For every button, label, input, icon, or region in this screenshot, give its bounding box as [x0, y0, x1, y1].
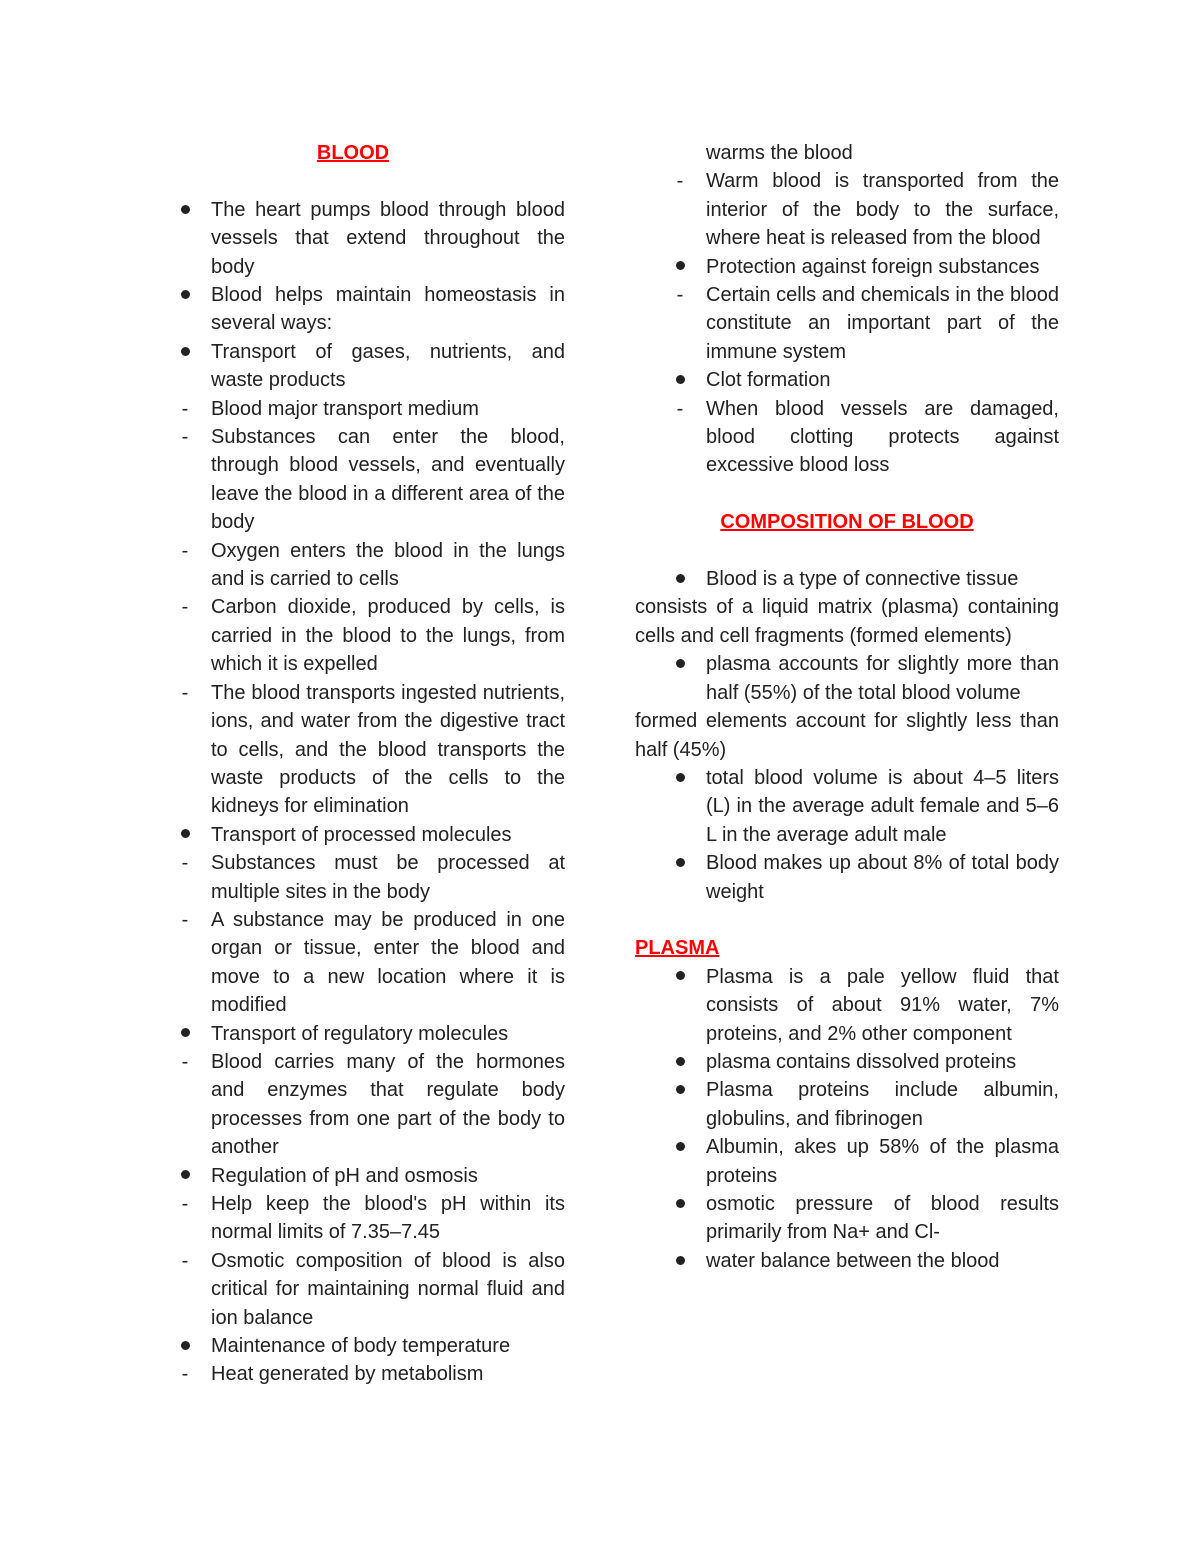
bullet-dot-icon	[175, 338, 195, 366]
item-text: Warm blood is transported from the interior of the body to the surface, where heat is released from the blood	[706, 170, 1059, 250]
bullet-item	[175, 821, 565, 849]
dash-item	[175, 423, 565, 537]
bullet-dot-icon	[670, 565, 690, 593]
dash-icon: -	[181, 852, 189, 875]
dash-icon: -	[181, 1050, 189, 1073]
dash-icon: -	[181, 1193, 189, 1216]
dash-icon: -	[181, 681, 189, 704]
item-text: Help keep the blood's pH within its normal limits of 7.35–7.45	[211, 1193, 565, 1244]
item-text: plasma accounts for slightly more than half (55%) of the total blood volume	[706, 653, 1059, 704]
dash-icon: -	[181, 539, 189, 562]
item-text: Heat generated by metabolism	[211, 1363, 484, 1386]
item-text: Substances can enter the blood, through blood vessels, and eventually leave the blood in a different area of the body	[211, 426, 565, 534]
left-column	[175, 139, 565, 1389]
dash-item	[175, 906, 565, 1020]
bullet-item	[635, 1076, 1059, 1133]
dash-item	[175, 679, 565, 821]
item-text: Osmotic composition of blood is also critical for maintaining normal fluid and ion balance	[211, 1249, 565, 1329]
item-text: A substance may be produced in one organ or tissue, enter the blood and move to a new location where it is modified	[211, 908, 565, 1017]
dash-icon: -	[676, 397, 684, 420]
item-text: Albumin, akes up 58% of the plasma proteins	[706, 1136, 1059, 1187]
dash-item	[175, 1247, 565, 1332]
plasma-list	[635, 963, 1059, 1275]
dash-icon: -	[181, 397, 189, 420]
bullet-dot-icon	[175, 821, 195, 849]
bullet-dot-icon	[670, 1190, 690, 1218]
bullet-item	[635, 764, 1059, 849]
dash-icon: -	[181, 1249, 189, 1272]
item-text: When blood vessels are damaged, blood clotting protects against excessive blood loss	[706, 397, 1059, 477]
item-text: The heart pumps blood through blood vessels that extend throughout the body	[211, 198, 565, 278]
bullet-item	[635, 1048, 1059, 1076]
dash-item	[635, 281, 1059, 366]
item-text: Maintenance of body temperature	[211, 1335, 511, 1358]
dash-item	[635, 395, 1059, 480]
bullet-dot-icon	[670, 1133, 690, 1161]
bullet-dot-icon	[175, 281, 195, 309]
item-text: consists of a liquid matrix (plasma) containing cells and cell fragments (formed elements)	[635, 596, 1059, 647]
item-text: Carbon dioxide, produced by cells, is carried in the blood to the lungs, from which it is expelled	[211, 596, 565, 676]
item-text: Regulation of pH and osmosis	[211, 1164, 478, 1187]
bullet-item	[635, 1190, 1059, 1247]
bullet-dot-icon	[175, 1332, 195, 1360]
dash-icon: -	[676, 284, 684, 307]
bullet-dot-icon	[670, 764, 690, 792]
dash-icon: -	[181, 1363, 189, 1386]
dash-item	[175, 1360, 565, 1388]
bullet-item	[635, 1133, 1059, 1190]
item-text: Plasma is a pale yellow fluid that consists of about 91% water, 7% proteins, and 2% other component	[706, 965, 1059, 1045]
bullet-item	[635, 1247, 1059, 1275]
bullet-item	[175, 1332, 565, 1360]
bullet-dot-icon	[670, 1076, 690, 1104]
bullet-item	[635, 963, 1059, 1048]
dash-item	[175, 537, 565, 594]
bullet-item	[635, 366, 1059, 394]
bullet-item	[175, 338, 565, 395]
bullet-dot-icon	[175, 1020, 195, 1048]
item-text: plasma contains dissolved proteins	[706, 1050, 1017, 1073]
item-text: total blood volume is about 4–5 liters (L) in the average adult female and 5–6 L in the average adult male	[706, 766, 1059, 846]
dash-icon: -	[181, 596, 189, 619]
dash-item	[175, 395, 565, 423]
dash-item	[175, 1048, 565, 1162]
item-text: Protection against foreign substances	[706, 255, 1040, 278]
plasma-heading: PLASMA	[635, 937, 720, 960]
bullet-dot-icon	[670, 253, 690, 281]
item-text: Blood is a type of connective tissue	[706, 568, 1019, 591]
bullet-dot-icon	[670, 1048, 690, 1076]
bullet-dot-icon	[175, 196, 195, 224]
bullet-item	[175, 1162, 565, 1190]
bullet-dot-icon	[670, 366, 690, 394]
bullet-item	[635, 565, 1059, 593]
item-text: Oxygen enters the blood in the lungs and is carried to cells	[211, 539, 565, 591]
item-text: Blood carries many of the hormones and enzymes that regulate body processes from one part of the body to another	[211, 1050, 565, 1159]
paragraph	[635, 707, 1059, 764]
item-text: Transport of gases, nutrients, and waste products	[211, 340, 565, 392]
dash-icon: -	[676, 170, 684, 193]
item-text: water balance between the blood	[706, 1249, 1000, 1272]
bullet-item	[175, 196, 565, 281]
bullet-item	[175, 281, 565, 338]
bullet-dot-icon	[670, 650, 690, 678]
item-text: Blood makes up about 8% of total body weight	[706, 852, 1059, 903]
item-text: osmotic pressure of blood results primarily from Na+ and Cl-	[706, 1192, 1059, 1244]
bullet-item	[635, 849, 1059, 906]
left-list	[175, 196, 565, 1389]
dash-item	[175, 593, 565, 678]
composition-list	[635, 565, 1059, 906]
paragraph	[635, 593, 1059, 650]
item-text: Plasma proteins include albumin, globulins, and fibrinogen	[706, 1079, 1059, 1130]
blood-heading: BLOOD	[316, 142, 390, 164]
right-column	[635, 139, 1059, 1275]
bullet-item	[635, 253, 1059, 281]
item-text: Transport of processed molecules	[211, 823, 512, 846]
bullet-item	[635, 650, 1059, 707]
item-text: The blood transports ingested nutrients, ions, and water from the digestive tract to cells, and the blood transports the waste products of the cells to the kidneys for elimination	[211, 681, 565, 818]
dash-icon: -	[181, 908, 189, 931]
right-list-a	[635, 167, 1059, 479]
item-text: formed elements account for slightly less than half (45%)	[635, 710, 1059, 761]
bullet-item	[175, 1020, 565, 1048]
item-text: Transport of regulatory molecules	[211, 1022, 509, 1045]
dash-item	[175, 1190, 565, 1247]
bullet-dot-icon	[175, 1162, 195, 1190]
bullet-dot-icon	[670, 849, 690, 877]
continued-text: warms the blood	[706, 142, 853, 164]
dash-item	[635, 167, 1059, 252]
item-text: Blood major transport medium	[211, 397, 479, 420]
item-text: Clot formation	[706, 369, 831, 392]
dash-icon: -	[181, 426, 189, 449]
composition-heading: COMPOSITION OF BLOOD	[720, 511, 974, 534]
item-text: Certain cells and chemicals in the blood constitute an important part of the immune system	[706, 284, 1059, 363]
dash-item	[175, 849, 565, 906]
bullet-dot-icon	[670, 963, 690, 991]
item-text: Substances must be processed at multiple sites in the body	[211, 852, 565, 903]
bullet-dot-icon	[670, 1247, 690, 1275]
item-text: Blood helps maintain homeostasis in several ways:	[211, 284, 565, 335]
